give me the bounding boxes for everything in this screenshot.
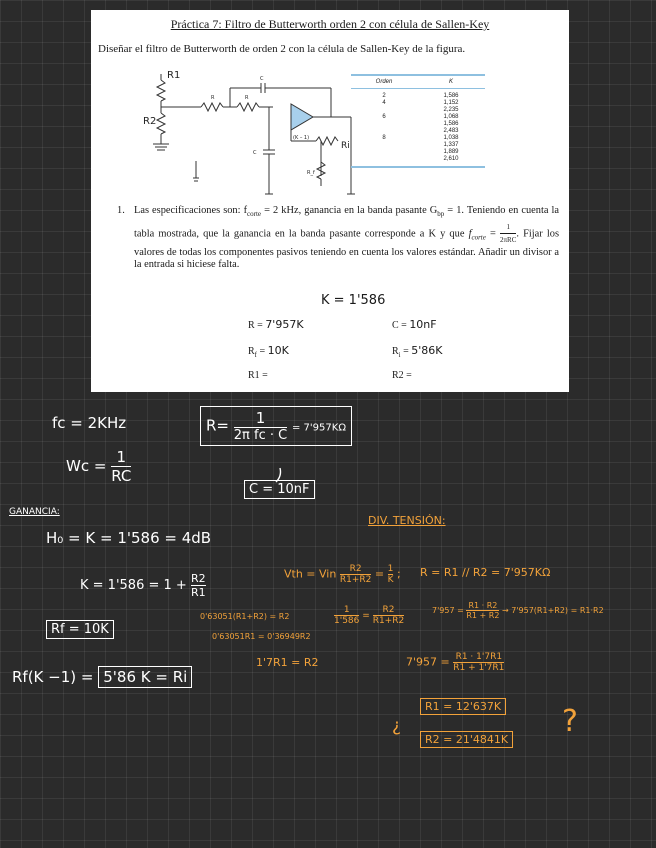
document-title: Práctica 7: Filtro de Butterworth orden 2 con célula de Sallen-Key bbox=[170, 17, 490, 31]
value-k: K = 1'586 bbox=[321, 293, 386, 308]
k-table-row: 4 1,152 2,235 bbox=[382, 100, 459, 113]
note-vth: Vth = Vin $\frac{R2}{R1+R2}$ = $\frac{1}{K}$ ; bbox=[284, 564, 401, 585]
note-question-open: ¿ bbox=[392, 716, 402, 736]
note-r-formula: R= $\frac{1}{\text{2π fc · C}}$ = 7'957KΩ bbox=[200, 406, 352, 446]
circuit-label-c-top: C bbox=[260, 76, 264, 82]
question-number: 1. bbox=[117, 205, 125, 216]
note-line-b: 0'63051R1 = 0'36949R2 bbox=[212, 632, 311, 641]
value-rf: $R_f = 10K$ bbox=[248, 344, 289, 359]
value-c: C = 10nF bbox=[392, 318, 437, 331]
note-k-equation: K = 1'586 = 1 + $\frac{R2}{R1}$ bbox=[80, 572, 206, 599]
k-table-header-orden: Orden bbox=[375, 79, 393, 85]
circuit-label-rf: R_f bbox=[307, 170, 315, 176]
value-r: R = 7'957K bbox=[248, 318, 304, 331]
note-parallel: 7'957 = $\frac{R1 \cdot R2}{R1 + R2}$ → 7'957(R1+R2) = R1·R2 bbox=[432, 601, 604, 620]
circuit-label-r2: R2 bbox=[143, 116, 157, 127]
k-table-row: 8 1,038 1,337 1,889 2,610 bbox=[382, 135, 459, 162]
note-rf-calc: Rf(K −1) = 5'86 K = Ri bbox=[12, 668, 192, 686]
value-ri: $R_i = 5'86K$ bbox=[392, 344, 443, 359]
note-substitution: 7'957 = $\frac{R1 \cdot 1'7R1}{R1 + 1'7R1}$ bbox=[406, 652, 505, 673]
note-wc: Wc = $\frac{1}{RC}$ bbox=[66, 448, 132, 485]
ink-arrow bbox=[276, 468, 281, 482]
k-table-row: 6 1,068 1,586 2,483 bbox=[382, 114, 459, 134]
circuit-label-r-left: R bbox=[211, 95, 215, 101]
note-c-box: C = 10nF bbox=[244, 482, 315, 497]
circuit-label-gain: (K – 1) bbox=[293, 135, 310, 141]
note-fc: fc = 2KHz bbox=[52, 414, 127, 432]
note-req: R = R1 // R2 = 7'957KΩ bbox=[420, 566, 551, 579]
circuit-label-r-right: R bbox=[245, 95, 249, 101]
question-text: Las especificaciones son: $f_{corte} = 2$ kHz, ganancia en la banda pasante $G_{bp} = 1$. Teniendo en cuenta la tabla mostrada, que la ganancia en la banda pasante corresponde a K y que $f_{corte}$ = $\frac{1}{\text{2πRC}}$ . Fijar los valores de todas los componentes pasivos teniendo en cuenta los valores estándar. Añadir un divisor a la entrada si hiciese falta. bbox=[134, 205, 560, 271]
k-table-header-k: K bbox=[448, 79, 453, 85]
k-table-row: 2 1,586 bbox=[382, 93, 459, 99]
value-r1: R1 = bbox=[248, 370, 268, 381]
note-h0: H₀ = K = 1'586 = 4dB bbox=[46, 529, 212, 547]
note-r1-result: R1 = 12'637K bbox=[420, 700, 506, 713]
note-r17: 1'7R1 = R2 bbox=[256, 656, 319, 669]
note-question-close: ? bbox=[562, 704, 578, 739]
note-line-a: 0'63051(R1+R2) = R2 bbox=[200, 612, 290, 621]
note-rf-box: Rf = 10K bbox=[46, 622, 114, 637]
note-div-tension: DIV. TENSIÓN: bbox=[368, 514, 446, 527]
circuit-label-c-bottom: C bbox=[253, 150, 257, 156]
circuit-label-r1: R1 bbox=[167, 70, 181, 81]
circuit-label-ri: Ri bbox=[341, 141, 350, 151]
note-r2-result: R2 = 21'4841K bbox=[420, 733, 513, 746]
document-subtitle: Diseñar el filtro de Butterworth de orden 2 con la célula de Sallen-Key de la figura. bbox=[98, 43, 466, 55]
note-ganancia-label: GANANCIA: bbox=[9, 507, 60, 517]
note-frac-1586: $\frac{1}{1'586}$ = $\frac{R2}{R1+R2}$ bbox=[334, 605, 405, 626]
value-r2: R2 = bbox=[392, 370, 412, 381]
